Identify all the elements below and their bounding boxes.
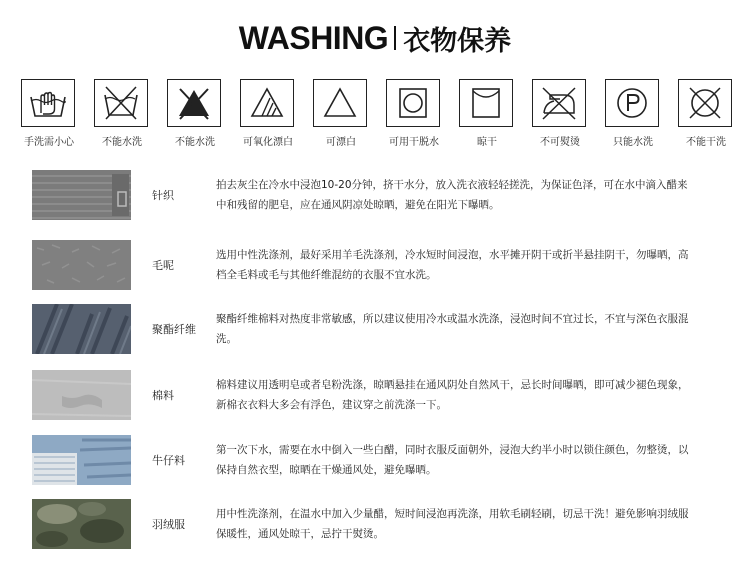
- care-label: 不能水洗: [175, 137, 215, 148]
- care-label: 不能干洗: [686, 137, 726, 148]
- care-item-line-dry: [459, 79, 517, 148]
- down-jacket-swatch-image: [32, 499, 131, 549]
- denim-swatch-image: [32, 435, 131, 485]
- title-chinese: 衣物保养: [403, 25, 512, 57]
- no-dry-clean-icon: [678, 79, 732, 127]
- line-dry-icon: [459, 79, 513, 127]
- knit-swatch-image: [32, 170, 131, 220]
- care-label: 手洗需小心: [24, 137, 74, 148]
- fabric-row-knit: [0, 170, 750, 220]
- no-bleach-icon: [167, 79, 221, 127]
- fabric-name: 棉料: [152, 389, 174, 402]
- fabric-care-text: 棉料建议用透明皂或者皂粉洗涤，晾晒悬挂在通风阴处自然风干，忌长时间曝晒，即可减少褪色现象，新棉衣衣料大多会有浮色，建议穿之前洗涤一下。: [216, 379, 689, 411]
- fabric-row-down-jacket: [0, 499, 750, 549]
- care-label: 可氧化漂白: [243, 137, 293, 148]
- oxygen-bleach-icon: [240, 79, 294, 127]
- care-item-no-bleach: [167, 79, 225, 148]
- care-item-dry-clean-p: [605, 79, 663, 148]
- wool-swatch-image: [32, 240, 131, 290]
- care-label: 不能水洗: [102, 137, 142, 148]
- no-iron-icon: [532, 79, 586, 127]
- fabric-row-polyester: [0, 304, 750, 354]
- fabric-care-text: 聚酯纤维棉料对热度非常敏感，所以建议使用冷水或温水洗涤，浸泡时间不宜过长，不宜与深色衣服混洗。: [216, 313, 689, 345]
- care-label: 可漂白: [326, 137, 356, 148]
- care-item-oxygen-bleach: [240, 79, 298, 148]
- fabric-name: 针织: [152, 189, 174, 202]
- fabric-name: 毛呢: [152, 259, 174, 272]
- fabric-name: 牛仔料: [152, 454, 185, 467]
- hand-wash-icon: [21, 79, 75, 127]
- care-item-no-iron: [532, 79, 590, 148]
- care-item-bleach: [313, 79, 371, 148]
- polyester-swatch-image: [32, 304, 131, 354]
- bleach-icon: [313, 79, 367, 127]
- fabric-care-text: 选用中性洗涤剂，最好采用羊毛洗涤剂，冷水短时间浸泡，水平摊开阴干或折半悬挂阴干，勿曝晒，高档全毛料或毛与其他纤维混纺的衣服不宜水洗。: [216, 249, 689, 281]
- care-label: 晾干: [477, 137, 497, 148]
- fabric-care-text: 第一次下水，需要在水中倒入一些白醋，同时衣服反面朝外，浸泡大约半小时以锁住颜色，勿整烫，以保持自然衣型，晾晒在干燥通风处，避免曝晒。: [216, 444, 689, 476]
- fabric-name: 羽绒服: [152, 518, 185, 531]
- fabric-row-cotton: [0, 370, 750, 420]
- care-item-tumble-dry: [386, 79, 444, 148]
- care-label: 可用干脱水: [389, 137, 439, 148]
- no-wash-icon: [94, 79, 148, 127]
- tumble-dry-icon: [386, 79, 440, 127]
- fabric-row-wool: [0, 240, 750, 290]
- fabric-name: 聚酯纤维: [152, 323, 196, 336]
- care-label: 不可熨烫: [540, 137, 580, 148]
- cotton-swatch-image: [32, 370, 131, 420]
- dry-clean-p-icon: [605, 79, 659, 127]
- care-label: 只能水洗: [613, 137, 653, 148]
- care-item-no-wash: [94, 79, 152, 148]
- fabric-row-denim: [0, 435, 750, 485]
- title-english: WASHING: [238, 19, 389, 56]
- fabric-care-text: 拍去灰尘在冷水中浸泡10-20分钟，挤干水分，放入洗衣液轻轻搓洗，为保证色泽，可在水中滴入醋来中和残留的肥皂，应在通风阴凉处晾晒，避免在阳光下曝晒。: [216, 179, 688, 211]
- care-item-hand-wash: [21, 79, 79, 148]
- title-divider: [394, 26, 396, 50]
- fabric-care-text: 用中性洗涤剂，在温水中加入少量醋，短时间浸泡再洗涤，用软毛刷轻刷，切忌干洗！避免影响羽绒服保暖性，通风处晾干，忌拧干熨烫。: [216, 508, 689, 540]
- care-item-no-dry-clean: [678, 79, 736, 148]
- page-header: [0, 18, 750, 58]
